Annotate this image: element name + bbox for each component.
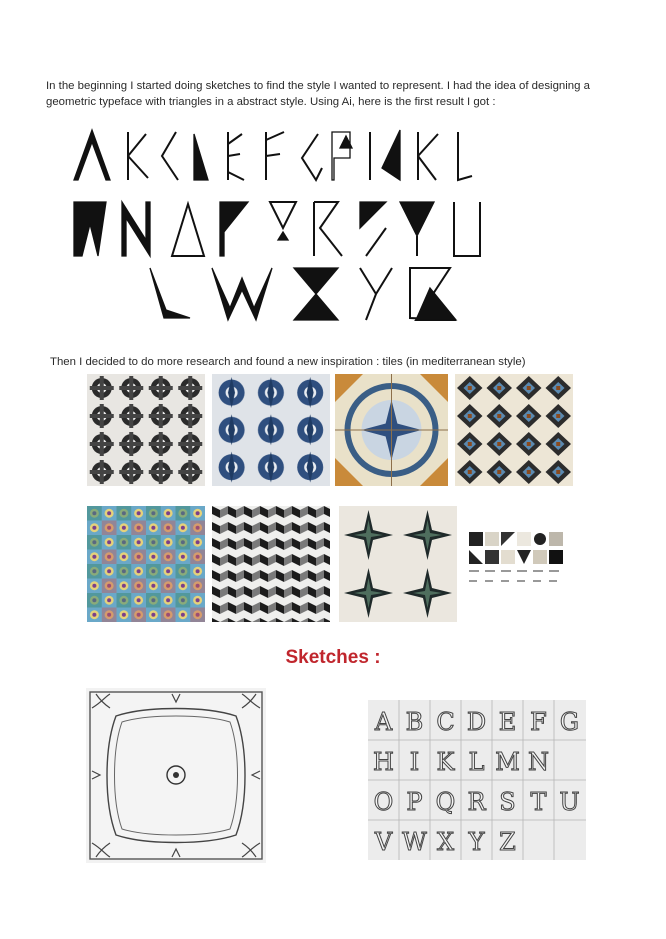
sketch-letter: L <box>468 748 485 776</box>
sketch-letter: Z <box>499 828 516 856</box>
tile-photo-6 <box>212 506 330 622</box>
sketch-letter: S <box>499 788 516 816</box>
alphabet-sketch-image <box>368 700 586 860</box>
sketch-letter: M <box>495 748 520 776</box>
tile-photo-5 <box>87 506 205 622</box>
sketch-letter: O <box>373 788 394 816</box>
sketch-letter: Y <box>468 828 485 856</box>
sketch-letter: H <box>373 748 394 776</box>
intro-paragraph: In the beginning I started doing sketches to find the style I wanted to represent. I had the idea of designing a geometric typeface with triangles in a abstract style. Using Ai, here is the first result I got : <box>46 80 590 109</box>
sketch-letter: W <box>402 828 427 856</box>
sketch-letter: Q <box>435 788 456 816</box>
tile-photo-1 <box>87 374 205 486</box>
sketch-letter: A <box>374 708 393 736</box>
sketch-letter: T <box>530 788 547 816</box>
sketch-letter: U <box>559 788 580 816</box>
sketch-letter: B <box>405 708 424 736</box>
tile-photo-8 <box>463 524 573 604</box>
sketch-letter: F <box>530 708 547 736</box>
inspiration-paragraph: Then I decided to do more research and found a new inspiration : tiles (in mediterranean style) <box>50 356 526 369</box>
sketch-letter: C <box>436 708 455 736</box>
sketch-letter: N <box>528 748 549 776</box>
tile-photo-7 <box>339 506 457 622</box>
sketch-letter: K <box>436 748 455 776</box>
tile-photo-4 <box>455 374 573 486</box>
tile-photo-3 <box>335 374 448 486</box>
sketch-letter: V <box>374 828 393 856</box>
tile-sketch-image <box>86 688 266 863</box>
sketch-letter: R <box>467 788 486 816</box>
sketch-letter: G <box>559 708 580 736</box>
sketch-letter: P <box>406 788 423 816</box>
sketch-letter: E <box>498 708 517 736</box>
sketch-letter: I <box>409 748 420 776</box>
geometric-alphabet-image <box>70 128 600 328</box>
tile-photo-2 <box>212 374 330 486</box>
sketch-letter: X <box>436 828 455 856</box>
sketches-heading: Sketches : <box>285 647 381 668</box>
sketch-letter: D <box>466 708 487 736</box>
